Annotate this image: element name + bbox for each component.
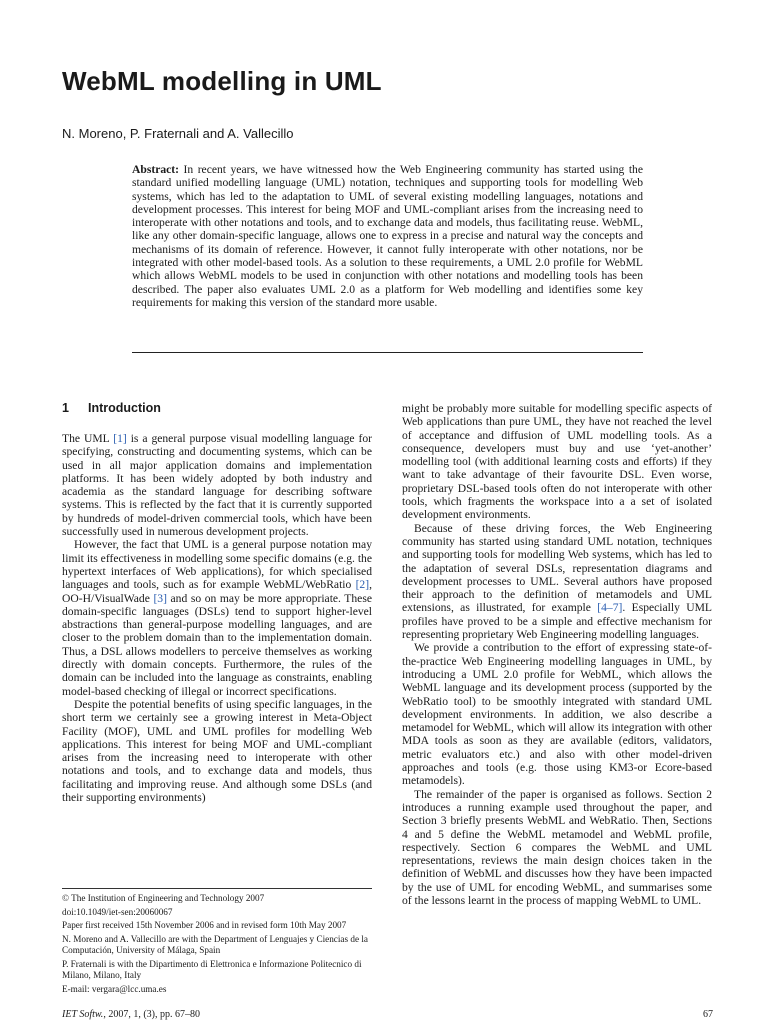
journal-citation <box>62 1009 200 1020</box>
authors: N. Moreno, P. Fraternali and A. Vallecillo <box>62 126 294 141</box>
citation-link[interactable]: [2] <box>355 578 370 592</box>
section-number: 1 <box>62 401 69 415</box>
intro-paragraph-5 <box>402 522 712 642</box>
section-title: Introduction <box>88 401 161 415</box>
citation-link[interactable]: [1] <box>113 432 127 445</box>
email-note: E-mail: vergara@lcc.uma.es <box>62 983 167 994</box>
intro-paragraph-3: Despite the potential benefits of using specific languages, in the short term we certainly see a growing interest in Meta-Object Facility (MOF), UML and UML profiles for modelling Web applications. This interest for being MOF and UML-compliant arises from the increasing need to interoperate with other notations and tools, and to exchange data and models, thus facilitating and improving reuse. And although some DSLs (and their supporting environments) <box>62 697 372 805</box>
abstract-divider <box>132 352 643 353</box>
received-note: Paper first received 15th November 2006 and in revised form 10th May 2007 <box>62 920 347 930</box>
right-column <box>402 402 712 907</box>
page-number: 67 <box>703 1009 713 1020</box>
intro-paragraph-4: might be probably more suitable for modelling specific aspects of Web applications than pure UML, they have not reached the level of acceptance and diffusion of UML modelling tools. As a consequence, developers must buy and use ‘yet-another’ modelling tool (with additional learning costs and efforts) if they want to take advantage of their favourite DSL. Even worse, proprietary DSL-based tools often do not interoperate with other tools, which fragments the workspace into a a set of isolated development environments. <box>402 402 712 522</box>
abstract <box>132 163 643 309</box>
abstract-label: Abstract: <box>132 163 180 176</box>
intro-paragraph-2 <box>62 538 372 698</box>
citation-link[interactable]: [4–7] <box>597 601 623 615</box>
affiliation-note: N. Moreno and A. Vallecillo are with the Department of Lenguajes y Ciencias de la Computación, University of Málaga, Spain <box>62 933 368 955</box>
section-heading <box>62 402 372 418</box>
intro-paragraph-1 <box>62 432 372 538</box>
doi-note: doi:10.1049/iet-sen:20060067 <box>62 906 173 917</box>
text-run: is a general purpose visual modelling language for specifying, constructing and documenting systems, which can be used in all major application domains and implementation platforms. It has been widely adopted by both industry and academia as the standard language for describing software systems. This is reflected by the fact that it is currently supported by hundreds of model-driven commercial tools, which have been successfully used in numerous development projects. <box>62 432 372 539</box>
left-column <box>62 402 372 804</box>
volume-info: , 2007, 1, (3), pp. 67–80 <box>103 1009 200 1020</box>
text-run: . Especially UML profiles have proved to be a simple and effective mechanism for representing proprietary Web Engineering modelling languages. <box>402 601 713 642</box>
abstract-text: In recent years, we have witnessed how the Web Engineering community has started using the standard unified modelling language (UML) notation, techniques and supporting tools for modelling Web systems, which has led to the adaptation to UML of several existing modelling languages, notations and development processes. This interest for being MOF and UML-compliant arises from the increasing need to interoperate with other notations and tools, and to exchange data and models, thus facilitating reuse. WebML, like any other domain-specific language, allows one to express in a precise and natural way the concepts and mechanisms of its domain of reference. However, it cannot fully interoperate with other notations, nor be integrated with other model-based tools. As a solution to these requirements, a UML 2.0 profile for WebML which allows WebML models to be used in conjunction with other notations and modelling tools has been described. The paper also evaluates UML 2.0 as a platform for Web modelling and identifies some key requirements for making this version of the standard more usable. <box>132 163 643 309</box>
text-run: The UML <box>62 432 114 445</box>
text-run: Because of these driving forces, the Web Engineering community has started using standard UML notation, techniques and supporting tools for modelling Web systems, which has led to the adaptation of several DSLs, representation diagrams and development processes to UML. Several authors have proposed their approach to the definition of metamodels and UML extensions, as illustrated, for example <box>402 521 712 615</box>
text-run: However, the fact that UML is a general purpose notation may limit its effectiveness in modelling some specific domains (e.g. the hypertext interfaces of Web applications), for which specialised languages and tools, such as for example WebML/WebRatio <box>62 538 372 592</box>
footnotes <box>62 888 372 997</box>
text-run: and so on may be more appropriate. These domain-specific languages (DSLs) tend to support higher-level abstractions than general-purpose modelling languages, and are closer to the problem domain than to the implementation domain. Thus, a DSL allows modellers to perceive themselves as working directly with domain concepts. Furthermore, the rules of the domain can be included into the language as constraints, enabling model-based checking of illegal or incorrect specifications. <box>62 591 372 698</box>
affiliation-note: P. Fraternali is with the Dipartimento di Elettronica e Informazione Politecnico di Milano, Milano, Italy <box>62 958 362 980</box>
copyright-note: © The Institution of Engineering and Technology 2007 <box>62 893 265 903</box>
intro-paragraph-7: The remainder of the paper is organised as follows. Section 2 introduces a running example used throughout the paper, and Section 3 briefly presents WebML and WebRatio. Then, Sections 4 and 5 define the WebML metamodel and WebML profile, respectively. Section 6 compares the WebML and UML representations, reviews the main design choices taken in the definition of WebML and discusses how they have been impacted by the use of UML for encoding WebML, and summarises some of the lessons learnt in the process of mapping WebML to UML. <box>402 787 712 907</box>
paper-title: WebML modelling in UML <box>62 66 382 96</box>
citation-link[interactable]: [3] <box>153 591 167 605</box>
journal-name: IET Softw. <box>62 1009 104 1020</box>
intro-paragraph-6: We provide a contribution to the effort of expressing state-of-the-practice Web Engineering modelling languages in UML, by introducing a UML 2.0 profile for WebML, which allows the WebML language and its development process (supported by the WebRatio tool) to be smoothly integrated with standard UML development environments. In addition, we also describe a metamodel for WebML, which will allow its integration with other MDA tools as soon as they are available (editors, validators, metric evaluators etc.) and also with other model-driven approaches and tools (e.g. those using KM3-or Ecore-based metamodels). <box>402 641 712 788</box>
text-run: , OO-H/VisualWade <box>62 578 372 605</box>
